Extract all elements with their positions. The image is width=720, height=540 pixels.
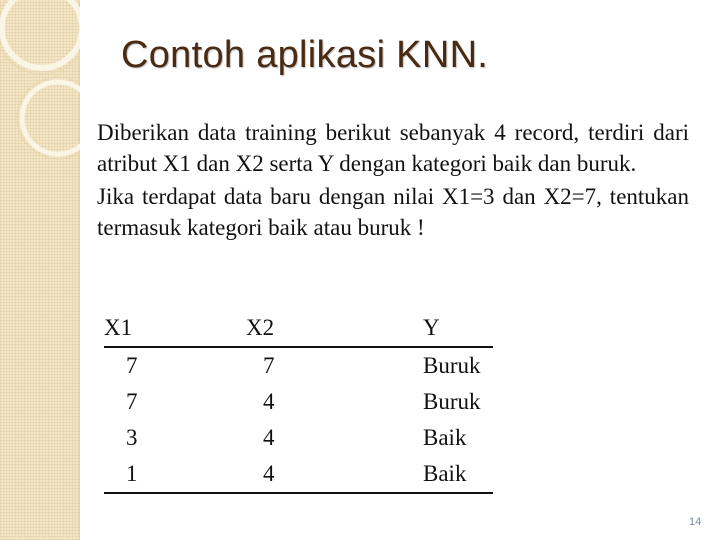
table-row: [104, 384, 493, 420]
table-row: [104, 456, 493, 493]
slide-body: [97, 117, 689, 245]
cell-x1: 3: [126, 425, 138, 450]
cell-x1: 1: [104, 456, 246, 493]
slide-title: Contoh aplikasi KNN.: [121, 34, 489, 76]
cell-y: Baik: [423, 456, 493, 493]
header-x1: X1: [104, 310, 246, 347]
training-data-table: [104, 310, 493, 494]
cell-y: Buruk: [423, 353, 481, 378]
paragraph-1: Diberikan data training berikut sebanyak 4 record, terdiri dari atribut X1 dan X2 serta Y dengan kategori baik dan buruk.: [97, 120, 689, 176]
header-y: Y: [423, 310, 493, 347]
cell-x2: 4: [263, 389, 275, 414]
table-header-row: [104, 310, 493, 347]
cell-y: Baik: [423, 425, 467, 450]
header-x2: X2: [246, 310, 423, 347]
cell-x1: 7: [126, 389, 138, 414]
page-number: 14: [689, 516, 702, 528]
cell-x2: 4: [246, 456, 423, 493]
paragraph-2: Jika terdapat data baru dengan nilai X1=3 dan X2=7, tentukan termasuk kategori baik atau buruk !: [97, 184, 689, 240]
table-row: [104, 347, 493, 384]
cell-x2: 7: [263, 353, 275, 378]
cell-x1: 7: [126, 353, 138, 378]
decorative-circles: [0, 0, 80, 220]
cell-x2: 4: [263, 425, 275, 450]
cell-y: Buruk: [423, 389, 481, 414]
table-row: [104, 420, 493, 456]
